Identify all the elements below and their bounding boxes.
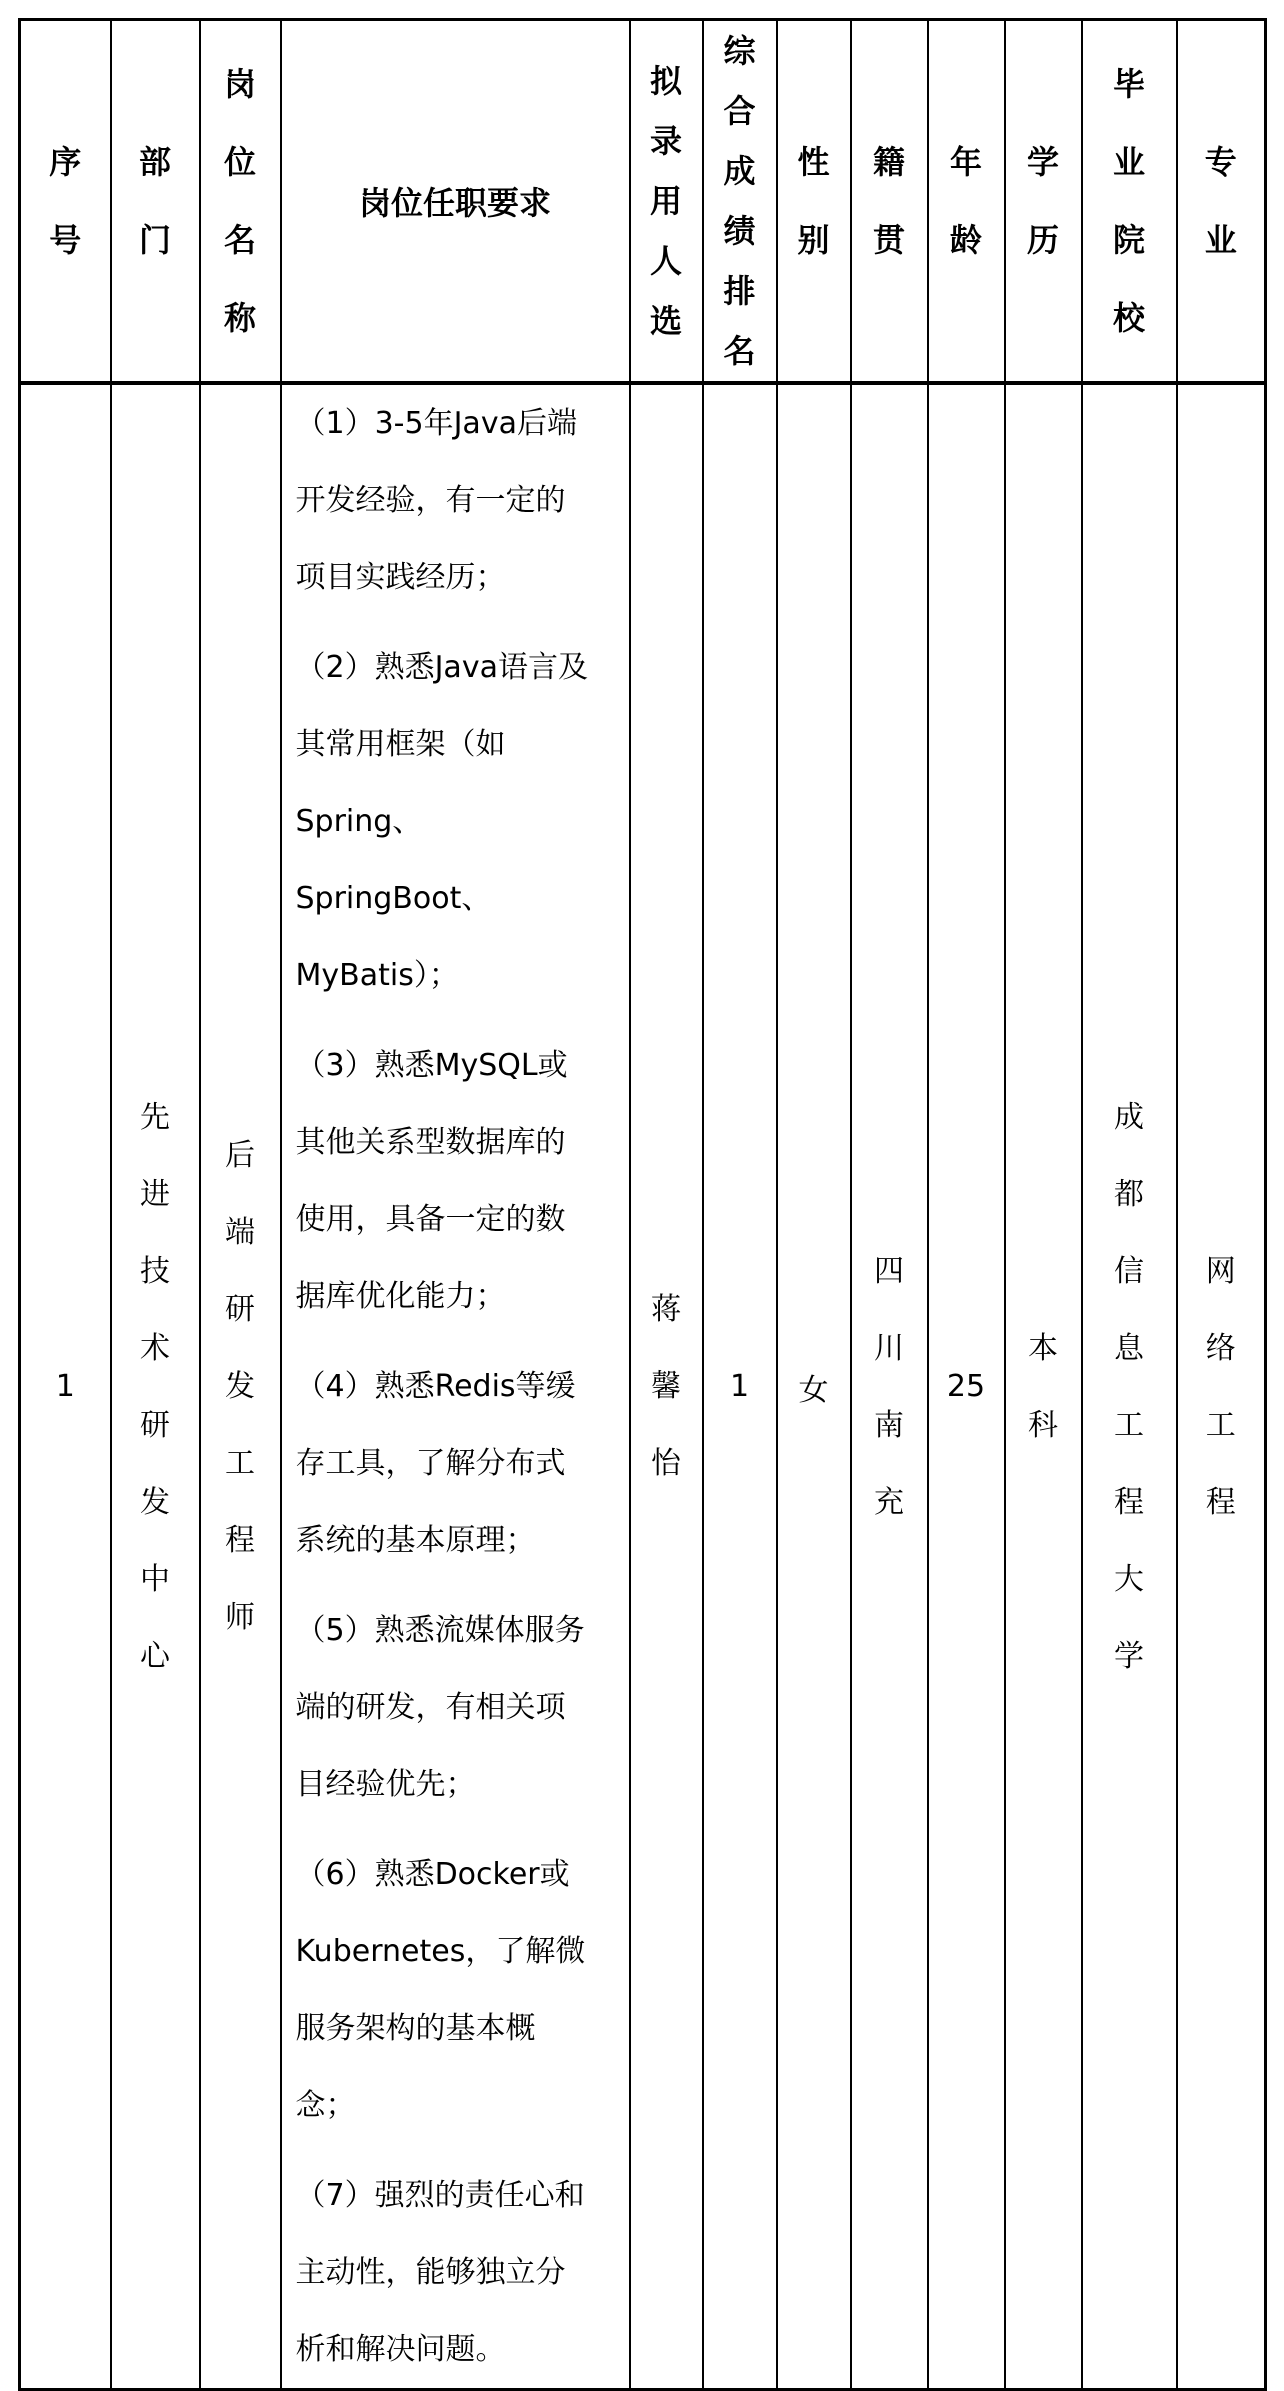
vertical-char: 号	[49, 221, 82, 259]
vertical-char: 工	[1205, 1407, 1236, 1443]
requirement-line: Spring、	[295, 804, 423, 839]
header-gender	[777, 20, 851, 384]
vertical-char: 程	[1205, 1484, 1236, 1520]
vertical-char: 学	[1026, 143, 1059, 181]
cell-seq: 1	[20, 383, 111, 2390]
vertical-char: 贯	[872, 221, 905, 259]
vertical-char: 成	[723, 152, 756, 190]
vertical-char: 都	[1114, 1176, 1144, 1212]
vertical-char: 充	[874, 1484, 904, 1520]
vertical-char: 称	[223, 299, 256, 337]
vertical-char: 籍	[872, 143, 905, 181]
vertical-char: 名	[723, 332, 756, 370]
vertical-char: 四	[874, 1253, 904, 1289]
vertical-char: 专	[1204, 143, 1237, 181]
vertical-char: 息	[1114, 1330, 1144, 1366]
vertical-char: 先	[140, 1099, 170, 1135]
requirement-line: （5）熟悉流媒体服务	[295, 1613, 585, 1648]
vertical-char: 程	[1114, 1484, 1144, 1520]
header-education	[1005, 20, 1082, 384]
vertical-char: 院	[1112, 221, 1145, 259]
header-rank	[703, 20, 777, 384]
header-requirements: 岗位任职要求	[281, 20, 630, 384]
requirement-item	[296, 1348, 619, 1579]
vertical-char: 位	[223, 143, 256, 181]
cell-gender: 女	[777, 383, 851, 2390]
vertical-char: 毕	[1112, 65, 1145, 103]
header-position	[200, 20, 281, 384]
header-origin	[851, 20, 928, 384]
vertical-char: 校	[1112, 299, 1145, 337]
vertical-char: 录	[649, 122, 682, 160]
vertical-char: 龄	[949, 221, 982, 259]
cell-dept	[111, 383, 200, 2390]
header-major	[1177, 20, 1266, 384]
vertical-char: 排	[723, 272, 756, 310]
cell-position	[200, 383, 281, 2390]
header-school	[1082, 20, 1177, 384]
header-age	[928, 20, 1005, 384]
vertical-char: 发	[140, 1484, 170, 1520]
vertical-char: 别	[797, 221, 830, 259]
requirement-line: 据库优化能力；	[295, 1279, 506, 1314]
header-dept	[111, 20, 200, 384]
vertical-char: 技	[140, 1253, 170, 1289]
header-seq	[20, 20, 111, 384]
requirement-line: 析和解决问题。	[295, 2332, 506, 2367]
requirement-line: 目经验优先；	[295, 1767, 476, 1802]
requirement-line: （2）熟悉Java语言及	[295, 650, 588, 685]
vertical-char: 怡	[651, 1446, 681, 1481]
vertical-char: 序	[49, 143, 82, 181]
cell-origin	[851, 383, 928, 2390]
vertical-char: 学	[1114, 1638, 1144, 1674]
cell-candidate	[630, 383, 703, 2390]
requirement-line: 系统的基本原理；	[295, 1523, 536, 1558]
vertical-char: 发	[225, 1369, 255, 1404]
cell-age: 25	[928, 383, 1005, 2390]
cell-school	[1082, 383, 1177, 2390]
vertical-char: 科	[1028, 1407, 1058, 1443]
requirement-line: Kubernetes，了解微	[295, 1934, 586, 1969]
vertical-char: 程	[225, 1523, 255, 1558]
requirement-line: （6）熟悉Docker或	[295, 1857, 570, 1892]
vertical-char: 大	[1114, 1561, 1144, 1597]
vertical-char: 综	[723, 32, 756, 70]
vertical-char: 网	[1205, 1253, 1236, 1289]
requirement-line: 主动性，能够独立分	[295, 2255, 566, 2290]
requirement-line: SpringBoot、	[295, 881, 492, 916]
vertical-char: 性	[797, 143, 830, 181]
vertical-char: 蒋	[651, 1292, 681, 1327]
vertical-char: 心	[140, 1638, 170, 1674]
vertical-char: 信	[1114, 1253, 1144, 1289]
requirement-line: MyBatis）；	[295, 958, 459, 993]
vertical-char: 川	[874, 1330, 904, 1366]
requirement-line: 其他关系型数据库的	[295, 1125, 566, 1160]
vertical-char: 中	[140, 1561, 170, 1597]
requirement-item	[296, 385, 619, 616]
requirement-item	[296, 1836, 619, 2144]
requirement-line: （3）熟悉MySQL或	[295, 1048, 568, 1083]
vertical-char: 研	[225, 1292, 255, 1327]
requirement-line: （1）3-5年Java后端	[295, 406, 577, 441]
header-candidate	[630, 20, 703, 384]
vertical-char: 后	[225, 1138, 255, 1173]
vertical-char: 岗	[223, 65, 256, 103]
requirement-line: 服务架构的基本概	[295, 2011, 536, 2046]
recruitment-table	[18, 18, 1267, 2391]
requirement-line: 存工具，了解分布式	[295, 1446, 566, 1481]
vertical-char: 南	[874, 1407, 904, 1443]
requirement-line: 开发经验，有一定的	[295, 483, 566, 518]
requirement-line: 项目实践经历；	[295, 560, 506, 595]
vertical-char: 端	[225, 1215, 255, 1250]
requirement-line: （4）熟悉Redis等缓	[295, 1369, 576, 1404]
vertical-char: 用	[649, 182, 682, 220]
header-row	[20, 20, 1266, 384]
vertical-char: 拟	[649, 62, 682, 100]
requirement-item	[296, 2157, 619, 2388]
vertical-char: 部	[138, 143, 171, 181]
cell-rank: 1	[703, 383, 777, 2390]
requirement-item	[296, 1027, 619, 1335]
vertical-char: 馨	[651, 1369, 681, 1404]
vertical-char: 合	[723, 92, 756, 130]
vertical-char: 络	[1205, 1330, 1236, 1366]
vertical-char: 进	[140, 1176, 170, 1212]
requirement-line: 端的研发，有相关项	[295, 1690, 566, 1725]
requirements-list	[296, 385, 619, 2388]
vertical-char: 门	[138, 221, 171, 259]
vertical-char: 本	[1028, 1330, 1058, 1366]
requirement-line: 使用，具备一定的数	[295, 1202, 566, 1237]
vertical-char: 年	[949, 143, 982, 181]
vertical-char: 研	[140, 1407, 170, 1443]
vertical-char: 绩	[723, 212, 756, 250]
requirement-item	[296, 1592, 619, 1823]
cell-major	[1177, 383, 1266, 2390]
requirement-item	[296, 629, 619, 1014]
requirement-line: 其常用框架（如	[295, 727, 506, 762]
vertical-char: 业	[1204, 221, 1237, 259]
vertical-char: 历	[1026, 221, 1059, 259]
requirement-line: 念；	[295, 2088, 356, 2123]
cell-requirements	[281, 383, 630, 2390]
vertical-char: 师	[225, 1600, 255, 1635]
vertical-char: 选	[649, 302, 682, 340]
vertical-char: 术	[140, 1330, 170, 1366]
vertical-char: 工	[1114, 1407, 1144, 1443]
vertical-char: 成	[1114, 1099, 1144, 1135]
vertical-char: 名	[223, 221, 256, 259]
cell-education	[1005, 383, 1082, 2390]
vertical-char: 工	[225, 1446, 255, 1481]
vertical-char: 人	[649, 242, 682, 280]
table-row	[20, 383, 1266, 2390]
requirement-line: （7）强烈的责任心和	[295, 2178, 585, 2213]
vertical-char: 业	[1112, 143, 1145, 181]
